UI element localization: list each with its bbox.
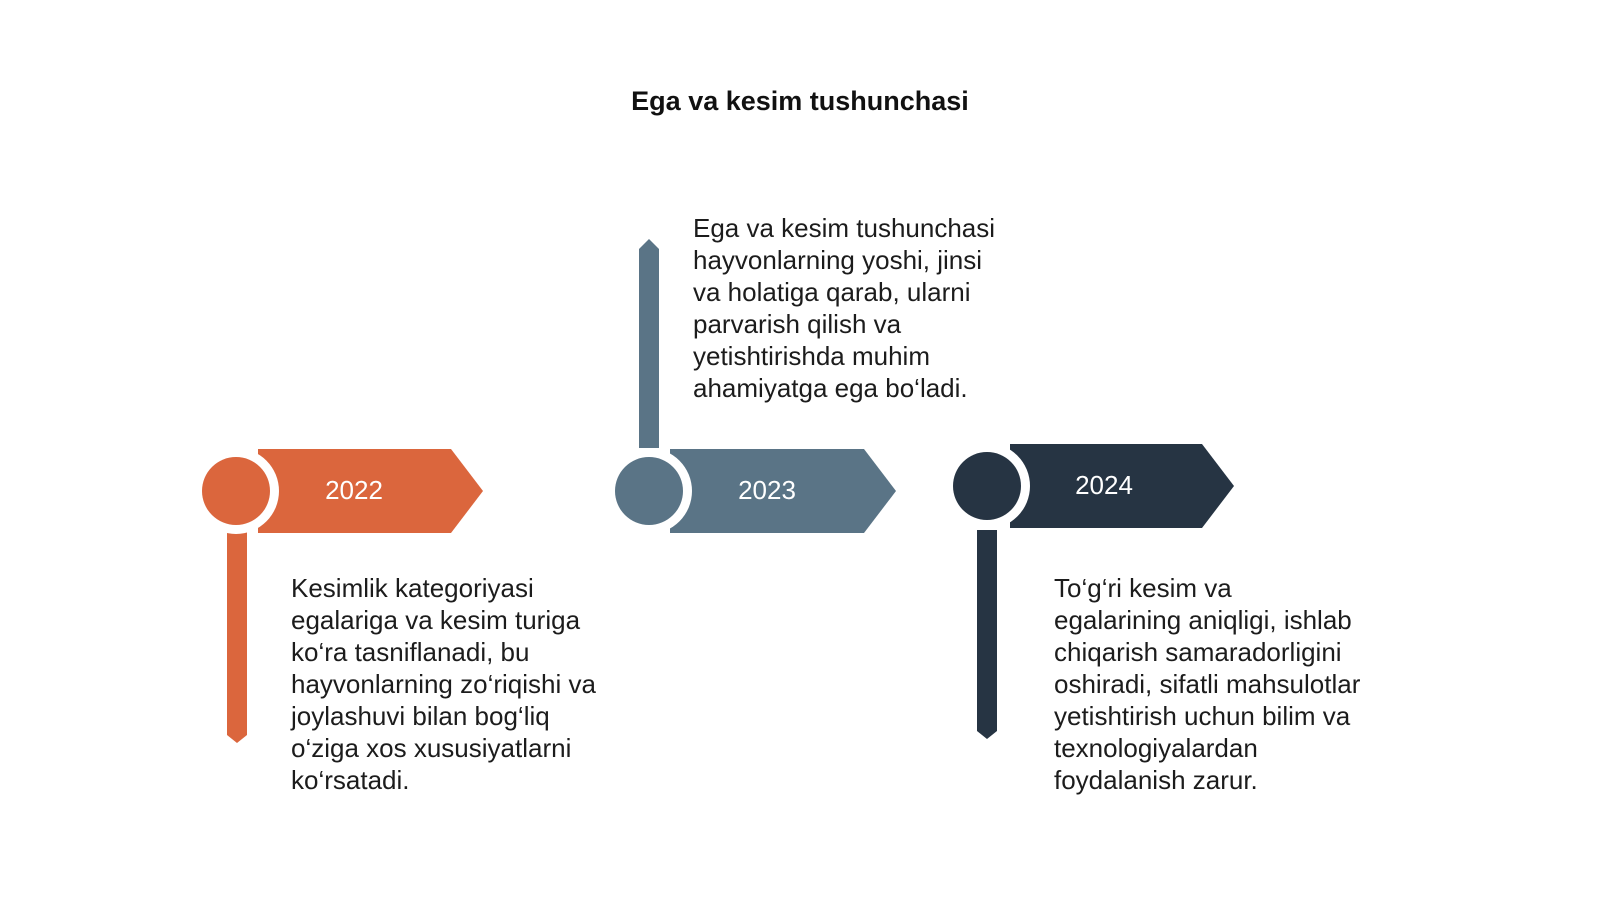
description-2022: Kesimlik kategoriyasi egalariga va kesim turiga ko‘ra tasniflanadi, bu hayvonlarning zo‘riqishi va joylashuvi bilan bog‘liq o‘ziga xos xususiyatlarni ko‘rsatadi. bbox=[291, 573, 596, 795]
year-label-2024: 2024 bbox=[1075, 470, 1133, 500]
diagram-title: Ega va kesim tushunchasi bbox=[631, 86, 969, 116]
year-label-2022: 2022 bbox=[325, 475, 383, 505]
description-2024: To‘g‘ri kesim va egalarining aniqligi, ishlab chiqarish samaradorligini oshiradi, sifatli mahsulotlar yetishtirish uchun bilim va texnologiyalardan foydalanish zarur. bbox=[1054, 573, 1361, 795]
stem-2022 bbox=[227, 530, 247, 743]
dot-2023 bbox=[615, 457, 683, 525]
stem-2024 bbox=[977, 530, 997, 739]
dot-2022 bbox=[202, 457, 270, 525]
dot-2024 bbox=[953, 452, 1021, 520]
stem-2023 bbox=[639, 239, 659, 448]
year-label-2023: 2023 bbox=[738, 475, 796, 505]
description-2023: Ega va kesim tushunchasi hayvonlarning yoshi, jinsi va holatiga qarab, ularni parvarish qilish va yetishtirishda muhim ahamiyatga ega bo‘ladi. bbox=[693, 213, 996, 403]
